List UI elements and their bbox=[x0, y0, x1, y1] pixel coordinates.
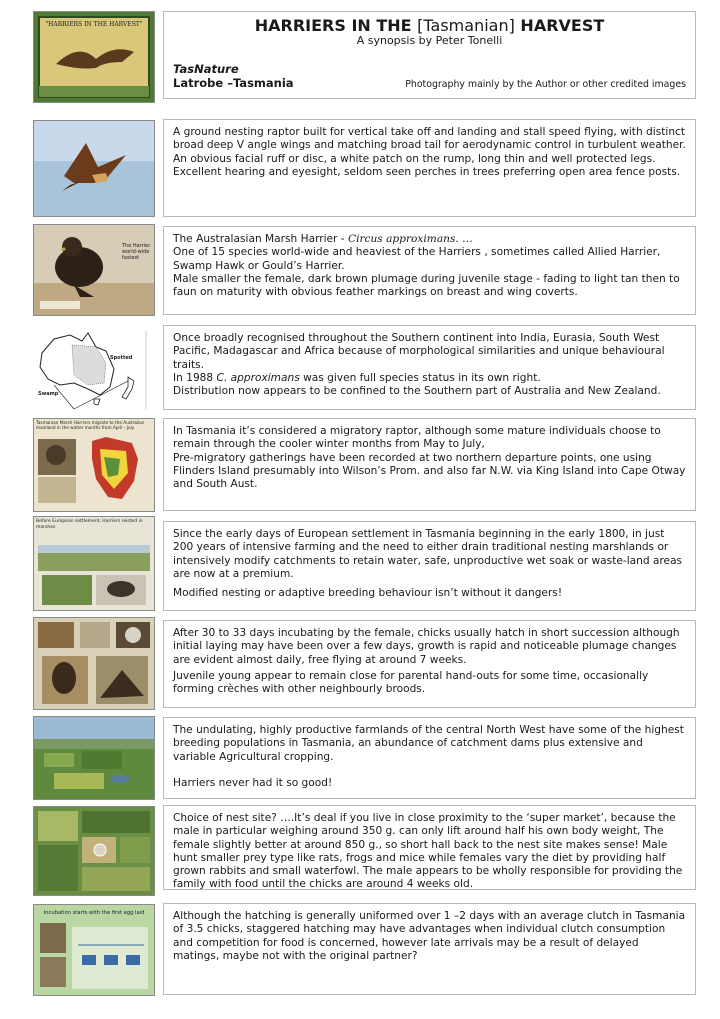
section-paragraph: Since the early days of European settlement in Tasmania beginning in the early 1800, in just 200 years of intensive farming and the need to either drain traditional nesting marshlands or intensively modify catchments to retain water, safe, unproductive wet soak or waste-land areas are now at a premium. bbox=[173, 528, 683, 580]
section-farmlands bbox=[163, 717, 696, 799]
section-paragraph: A ground nesting raptor built for vertical take off and landing and stall speed flying, with distinct broad deep V angle wings and matching broad tail for aerodynamic control in turbulent weather. bbox=[173, 126, 686, 152]
european-settlement-caption: Before European settlement, Harriers nested in marshes bbox=[36, 519, 143, 530]
section-anatomy bbox=[163, 119, 696, 217]
tasmania-migration-panel bbox=[33, 418, 155, 512]
section-paragraph: Choice of nest site? ….It’s deal if you live in close proximity to the ‘super market’, because the male in particular weighing around 350 g. can only lift around half his own body weight, The female slightly better at around 850 g., so short hall back to the nest site makes sense! Male hunt smaller prey type like rats, frogs and mice while females vary the diet by providing half grown rabbits and small waterfowl. The male appears to be wholly responsible for providing the family with food until the chicks are around 4 weeks old. bbox=[173, 812, 683, 890]
species-name: C. approximans bbox=[216, 371, 300, 384]
species-name: Circus approximans bbox=[347, 233, 456, 245]
header-box bbox=[163, 11, 696, 99]
section-paragraph: In 1988 C. approximans was given full species status in its own right. bbox=[173, 371, 541, 384]
section-paragraph: After 30 to 33 days incubating by the female, chicks usually hatch in short succession although initial laying may have been over a few days, growth is rapid and noticeable plumage changes are evident almost daily, free flying at around 7 weeks. bbox=[173, 627, 680, 666]
section-distribution bbox=[163, 325, 696, 410]
incubation-diagram-caption: Incubation starts with the first egg laid bbox=[43, 910, 145, 916]
section-paragraph: Male smaller the female, dark brown plumage during juvenile stage - fading to light tan then to faun on maturity with obvious feather markings on breast and wing coverts. bbox=[173, 272, 680, 299]
incubation-diagram bbox=[33, 904, 155, 996]
section-hatching bbox=[163, 903, 696, 995]
section-paragraph: The undulating, highly productive farmlands of the central North West have some of the highest breeding populations in Tasmania, an abundance of catchment dams plus extensive and variable Agricultural cropping. bbox=[173, 724, 684, 763]
photo-credit: Photography mainly by the Author or other credited images bbox=[405, 78, 686, 90]
organisation-name: TasNature bbox=[173, 61, 239, 76]
map-label-spotted: Spotted bbox=[110, 355, 133, 361]
location: Latrobe –Tasmania bbox=[173, 75, 294, 90]
section-paragraph: Once broadly recognised throughout the Southern continent into India, Eurasia, South West Pacific, Madagascar and Africa because of morphological similarities and unique behavioural traits. bbox=[173, 332, 665, 371]
section-paragraph: Harriers never had it so good! bbox=[173, 776, 333, 789]
section-paragraph: Distribution now appears to be confined to the Southern part of Australia and New Zealand. bbox=[173, 385, 661, 398]
european-settlement-collage bbox=[33, 516, 155, 611]
section-paragraph: An obvious facial ruff or disc, a white patch on the rump, long thin and well protected legs. Excellent hearing and eyesight, seldom seen perches in trees preferring open area fence posts. bbox=[173, 152, 681, 178]
map-label-swamp: Swamp bbox=[38, 391, 59, 397]
section-settlement bbox=[163, 521, 696, 611]
page-subtitle: A synopsis by Peter Tonelli bbox=[356, 34, 503, 48]
farmland-aerial-photo bbox=[33, 716, 155, 800]
section-paragraph: The Australasian Marsh Harrier - Circus approximans. … bbox=[173, 233, 473, 245]
section-nest-site bbox=[163, 805, 696, 890]
section-paragraph: Juvenile young appear to remain close for parental hand-outs for some time, occasionally forming crèches with other neighbourly broods. bbox=[173, 669, 649, 696]
tasmania-migration-caption: Tasmanian Marsh Harriers migrate to the Australian mainland in the winter months from April - July bbox=[36, 420, 145, 430]
section-paragraph: One of 15 species world-wide and heaviest of the Harriers , sometimes called Allied Harrier, Swamp Hawk or Gould’s Harrier. bbox=[173, 246, 661, 272]
cover-thumbnail-caption: "HARRIERS IN THE HARVEST" bbox=[45, 21, 143, 28]
section-paragraph: Although the hatching is generally uniformed over 1 –2 days with an average clutch in Tasmania of 3.5 chicks, staggered hatching may have advantages when individual clutch consumption and competition for food is concerned, however late arrivals may be a result of delayed matings, maybe not with the original partner? bbox=[173, 910, 686, 962]
nest-site-aerial-photo bbox=[33, 806, 155, 896]
section-chicks bbox=[163, 620, 696, 708]
section-paragraph: Modified nesting or adaptive breeding behaviour isn’t without it dangers! bbox=[173, 587, 563, 600]
page-title: HARRIERS IN THE [Tasmanian] HARVEST bbox=[254, 16, 605, 35]
section-species bbox=[163, 226, 696, 315]
flying-harrier-photo bbox=[33, 120, 155, 217]
section-paragraph: Pre-migratory gatherings have been recorded at two northern departure points, one using Flinders Island presumably into Wilson’s Prom. and also far N.W. via King Island into Cape Otway and South Aust. bbox=[173, 451, 686, 491]
distribution-map bbox=[33, 324, 155, 416]
perched-harrier-photo bbox=[33, 224, 155, 316]
nest-chicks-collage bbox=[33, 617, 155, 710]
section-migration bbox=[163, 418, 696, 511]
section-paragraph: In Tasmania it’s considered a migratory raptor, although some mature individuals choose to remain through the cooler winter months from May to July, bbox=[173, 425, 661, 451]
cover-thumbnail bbox=[33, 11, 155, 103]
perched-harrier-caption: The Harrier world-wide fastest bbox=[122, 243, 151, 261]
